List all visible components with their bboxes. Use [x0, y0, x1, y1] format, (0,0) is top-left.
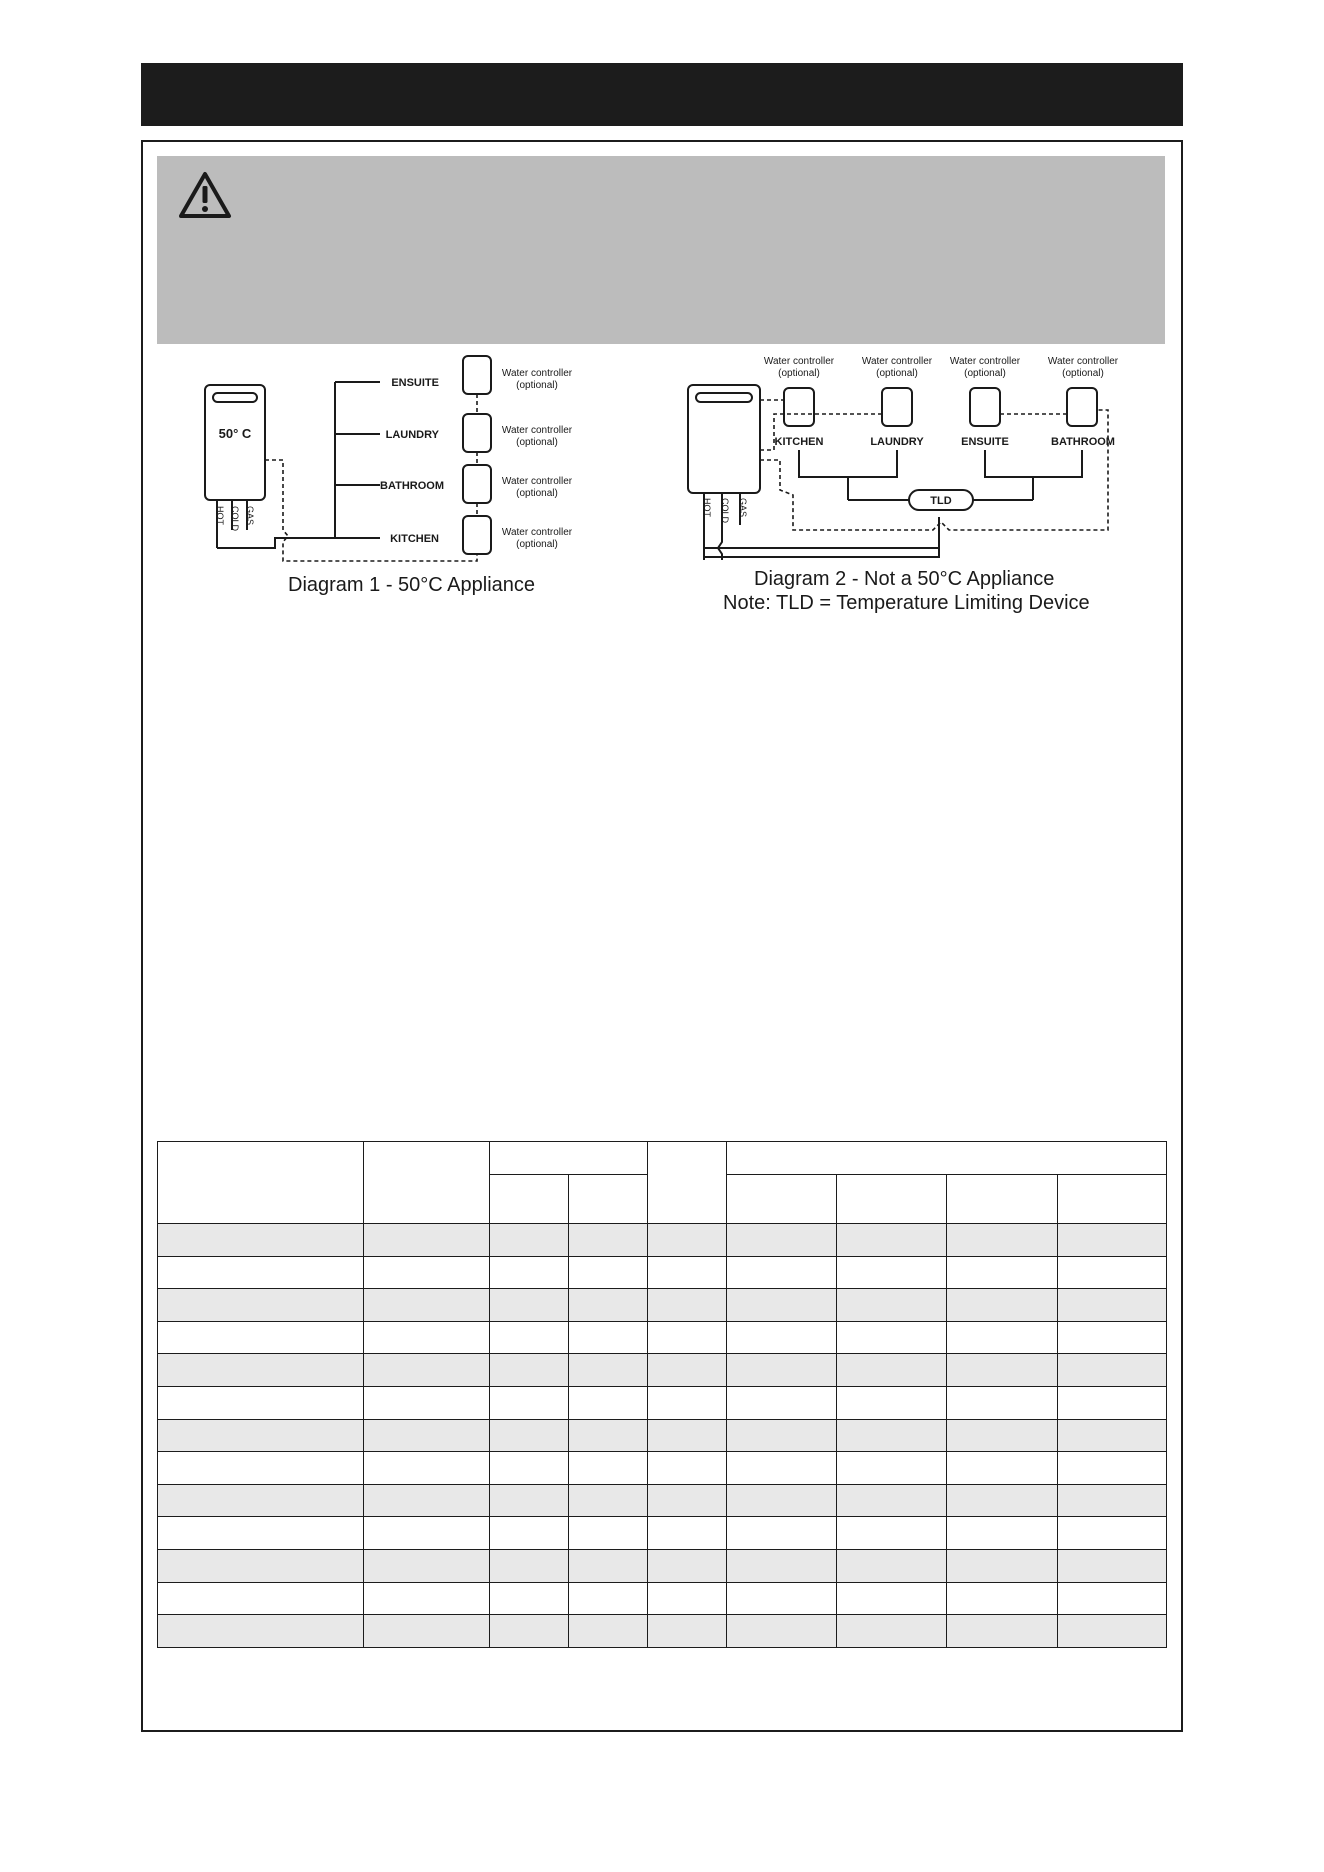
table-cell [158, 1517, 364, 1550]
table-cell [364, 1256, 490, 1289]
table-cell [364, 1321, 490, 1354]
table-cell [364, 1419, 490, 1452]
table-cell [490, 1582, 569, 1615]
table-cell [364, 1386, 490, 1419]
controller-label: Water controller [501, 527, 573, 538]
table-cell [1058, 1354, 1167, 1387]
outlet-label-kitchen: KITCHEN [774, 436, 824, 448]
header-bar [141, 63, 1183, 126]
table-cell [648, 1549, 727, 1582]
table-cell [947, 1289, 1058, 1322]
pipe-label-cold: COLD [230, 506, 240, 532]
controller-note: (optional) [516, 488, 558, 499]
table-cell [490, 1354, 569, 1387]
table-cell [648, 1517, 727, 1550]
table-cell [1058, 1256, 1167, 1289]
table-cell [158, 1582, 364, 1615]
table-cell [1058, 1484, 1167, 1517]
table-cell [569, 1615, 648, 1648]
table-cell [490, 1256, 569, 1289]
controller-label: Water controller [501, 425, 573, 436]
table-cell [1058, 1582, 1167, 1615]
table-cell [569, 1224, 648, 1257]
table-cell [727, 1386, 837, 1419]
table-cell [490, 1517, 569, 1550]
controller-note: (optional) [964, 368, 1006, 379]
table-cell [837, 1549, 947, 1582]
controller-note: (optional) [516, 437, 558, 448]
table-cell [364, 1354, 490, 1387]
pipe-label-gas: GAS [738, 498, 748, 518]
table-cell [947, 1224, 1058, 1257]
table-cell [648, 1615, 727, 1648]
table-cell [947, 1582, 1058, 1615]
table-cell [947, 1354, 1058, 1387]
table-cell [648, 1419, 727, 1452]
table-cell [1058, 1224, 1167, 1257]
table-cell [158, 1549, 364, 1582]
table-cell [727, 1419, 837, 1452]
table-header-cell [837, 1175, 947, 1224]
table-cell [837, 1321, 947, 1354]
outlet-label-bathroom: BATHROOM [380, 480, 444, 492]
table-cell [947, 1321, 1058, 1354]
outlet-label-ensuite: ENSUITE [391, 377, 439, 389]
controller-label: Water controller [861, 356, 933, 367]
outlet-label-bathroom: BATHROOM [1051, 436, 1115, 448]
pipe-label-hot: HOT [215, 506, 225, 525]
table-cell [569, 1517, 648, 1550]
tld-label: TLD [930, 495, 952, 507]
table-row [158, 1224, 1167, 1257]
table-cell [569, 1419, 648, 1452]
table-cell [364, 1452, 490, 1485]
diagram1-caption: Diagram 1 - 50°C Appliance [288, 574, 536, 596]
pipe-label-hot: HOT [702, 498, 712, 517]
table-cell [837, 1517, 947, 1550]
table-cell [648, 1484, 727, 1517]
table-row [158, 1386, 1167, 1419]
table-cell [837, 1354, 947, 1387]
table-row [158, 1256, 1167, 1289]
table-cell [569, 1256, 648, 1289]
table-cell [837, 1615, 947, 1648]
table-cell [837, 1224, 947, 1257]
controller-note: (optional) [516, 380, 558, 391]
table-row [158, 1321, 1167, 1354]
table-cell [837, 1419, 947, 1452]
table-cell [648, 1224, 727, 1257]
table-cell [490, 1289, 569, 1322]
table-header-cell [158, 1142, 364, 1224]
table-cell [364, 1582, 490, 1615]
table-cell [569, 1484, 648, 1517]
table-cell [837, 1582, 947, 1615]
table-cell [158, 1321, 364, 1354]
table-cell [490, 1386, 569, 1419]
pipe-labels [702, 498, 748, 524]
table-cell [364, 1484, 490, 1517]
table-cell [947, 1419, 1058, 1452]
table-cell [837, 1256, 947, 1289]
table-row [158, 1452, 1167, 1485]
table-cell [364, 1615, 490, 1648]
table-cell [1058, 1452, 1167, 1485]
table-cell [569, 1452, 648, 1485]
table-cell [364, 1289, 490, 1322]
table-cell [1058, 1386, 1167, 1419]
table-cell [727, 1354, 837, 1387]
controller-label: Water controller [501, 476, 573, 487]
table-header-cell [648, 1142, 727, 1224]
table-header-cell [490, 1142, 648, 1175]
table-cell [158, 1386, 364, 1419]
table-row [158, 1549, 1167, 1582]
table-cell [1058, 1615, 1167, 1648]
table-row [158, 1582, 1167, 1615]
controller-label: Water controller [1047, 356, 1119, 367]
table-cell [727, 1517, 837, 1550]
table-cell [947, 1256, 1058, 1289]
table-cell [569, 1582, 648, 1615]
table-cell [569, 1289, 648, 1322]
table-cell [648, 1256, 727, 1289]
controller-note: (optional) [516, 539, 558, 550]
pipe-labels [215, 506, 255, 532]
table-cell [158, 1354, 364, 1387]
table-cell [569, 1354, 648, 1387]
table-cell [490, 1615, 569, 1648]
table-cell [947, 1386, 1058, 1419]
diagram1-drawing [195, 350, 595, 600]
table-row [158, 1289, 1167, 1322]
warning-triangle-icon [177, 170, 233, 222]
table-row [158, 1419, 1167, 1452]
table-header-cell [569, 1175, 648, 1224]
table-row [158, 1615, 1167, 1648]
pipe-label-cold: COLD [720, 498, 730, 524]
diagram-not-50c-appliance [683, 350, 1133, 620]
table-cell [648, 1289, 727, 1322]
table-cell [364, 1517, 490, 1550]
diagram2-caption: Diagram 2 - Not a 50°C Appliance [754, 568, 1055, 590]
controller-label: Water controller [763, 356, 835, 367]
table-cell [947, 1615, 1058, 1648]
table-cell [158, 1256, 364, 1289]
table-cell [727, 1549, 837, 1582]
table-cell [490, 1484, 569, 1517]
table-row [158, 1517, 1167, 1550]
diagram-50c-appliance [195, 350, 595, 600]
table-cell [158, 1419, 364, 1452]
table-cell [158, 1289, 364, 1322]
table-cell [158, 1484, 364, 1517]
table-header-row [158, 1142, 1167, 1175]
table-cell [158, 1452, 364, 1485]
table-cell [158, 1615, 364, 1648]
table-cell [727, 1582, 837, 1615]
table-cell [947, 1549, 1058, 1582]
table-header-cell [364, 1142, 490, 1224]
table-cell [490, 1452, 569, 1485]
table-cell [364, 1224, 490, 1257]
diagram2-note: Note: TLD = Temperature Limiting Device [723, 592, 1090, 614]
table-header-cell [947, 1175, 1058, 1224]
warning-box [157, 156, 1165, 344]
outlet-label-laundry: LAUNDRY [870, 436, 924, 448]
table-cell [1058, 1289, 1167, 1322]
table-header-cell [490, 1175, 569, 1224]
pipe-label-gas: GAS [245, 506, 255, 526]
table-cell [648, 1582, 727, 1615]
outlet-label-laundry: LAUNDRY [385, 429, 439, 441]
table-cell [490, 1419, 569, 1452]
specification-table [157, 1141, 1167, 1648]
table-cell [569, 1321, 648, 1354]
table-cell [1058, 1321, 1167, 1354]
table-cell [1058, 1517, 1167, 1550]
controller-note: (optional) [778, 368, 820, 379]
table-cell [837, 1386, 947, 1419]
table-cell [158, 1224, 364, 1257]
table-row [158, 1354, 1167, 1387]
table-cell [648, 1321, 727, 1354]
table-cell [837, 1289, 947, 1322]
table-cell [648, 1452, 727, 1485]
table-cell [727, 1256, 837, 1289]
table-cell [364, 1549, 490, 1582]
controller-note: (optional) [1062, 368, 1104, 379]
table-cell [727, 1224, 837, 1257]
table-cell [727, 1452, 837, 1485]
table-header-cell [1058, 1175, 1167, 1224]
controller-label: Water controller [501, 368, 573, 379]
outlet-label-ensuite: ENSUITE [961, 436, 1009, 448]
table-cell [569, 1549, 648, 1582]
table-cell [837, 1452, 947, 1485]
table-header-cell [727, 1142, 1167, 1175]
controller-note: (optional) [876, 368, 918, 379]
table-cell [490, 1224, 569, 1257]
controller-label: Water controller [949, 356, 1021, 367]
table-cell [490, 1549, 569, 1582]
table-cell [727, 1484, 837, 1517]
table-header-cell [727, 1175, 837, 1224]
table-cell [569, 1386, 648, 1419]
table-cell [947, 1517, 1058, 1550]
table-cell [648, 1354, 727, 1387]
table-cell [1058, 1419, 1167, 1452]
table-cell [648, 1386, 727, 1419]
table-cell [837, 1484, 947, 1517]
table-cell [947, 1452, 1058, 1485]
table-cell [947, 1484, 1058, 1517]
heater-temperature-label: 50° C [218, 426, 252, 441]
table-cell [727, 1289, 837, 1322]
outlet-label-kitchen: KITCHEN [390, 533, 439, 545]
table-cell [490, 1321, 569, 1354]
table-cell [727, 1615, 837, 1648]
table-cell [1058, 1549, 1167, 1582]
table-row [158, 1484, 1167, 1517]
table-cell [727, 1321, 837, 1354]
